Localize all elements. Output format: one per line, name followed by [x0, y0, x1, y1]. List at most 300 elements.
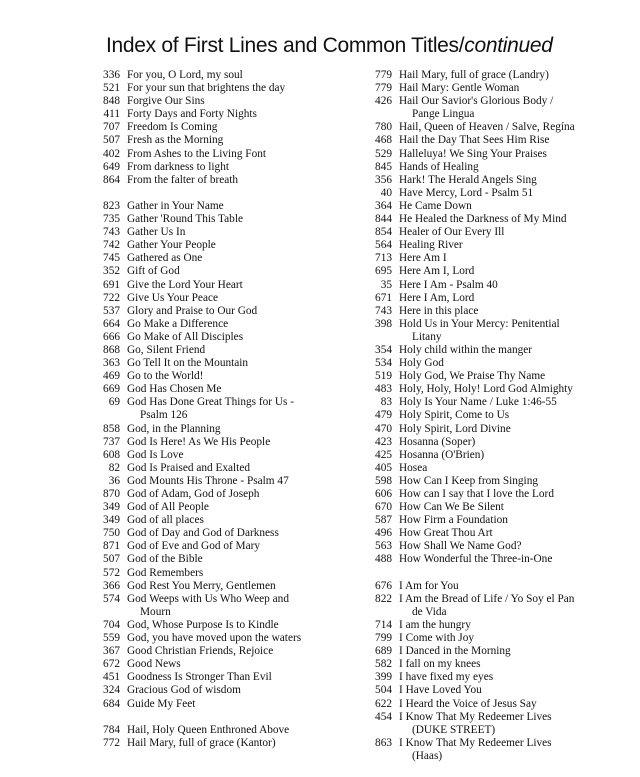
index-entry [368, 436, 618, 449]
index-entry [368, 711, 618, 724]
hymn-title: From darkness to light [127, 160, 229, 173]
index-entry [96, 488, 346, 501]
hymn-title: God of the Bible [127, 553, 203, 566]
hymn-number: 670 [375, 501, 392, 514]
hymn-title: I Know That My Redeemer Lives [399, 710, 552, 723]
hymn-title: Holy child within the manger [399, 343, 533, 356]
hymn-title: Hail Mary, full of grace (Landry) [399, 69, 549, 81]
index-entry [96, 279, 346, 292]
hymn-number: 405 [375, 461, 392, 474]
index-entry [368, 121, 618, 134]
hymn-title: Guide My Feet [127, 697, 196, 710]
hymn-title: How Can We Be Silent [399, 501, 504, 514]
index-entry [368, 698, 618, 711]
hymn-number: 507 [103, 134, 120, 147]
index-entry [368, 658, 618, 671]
hymn-number: 451 [103, 671, 120, 684]
hymn-number: 559 [103, 632, 120, 645]
hymn-number: 352 [103, 265, 120, 278]
hymn-number: 676 [375, 579, 392, 592]
hymn-number: 504 [375, 684, 392, 697]
hymn-number: 871 [103, 540, 120, 553]
hymn-title: From the falter of breath [127, 173, 239, 186]
hymn-number: 864 [103, 173, 120, 186]
hymn-title: Healing River [399, 239, 463, 252]
index-entry [368, 619, 618, 632]
index-entry [96, 462, 346, 475]
hymn-title: Here I Am, Lord [399, 291, 475, 304]
hymn-number: 411 [103, 108, 120, 121]
index-entry [368, 279, 618, 292]
hymn-title: God Has Chosen Me [127, 383, 222, 396]
hymn-number: 779 [375, 82, 392, 95]
hymn-title: Gather 'Round This Table [127, 213, 243, 226]
hymn-number: 483 [375, 383, 392, 396]
index-entry [368, 305, 618, 318]
hymn-title: Here Am I [399, 252, 447, 265]
index-entry [368, 213, 618, 226]
index-entry [96, 514, 346, 527]
index-entry [96, 148, 346, 161]
index-entry [368, 226, 618, 239]
hymn-number: 784 [103, 723, 120, 736]
index-entry [368, 396, 618, 409]
hymn-number: 672 [103, 658, 120, 671]
hymn-number: 572 [103, 566, 120, 579]
hymn-title: How Wonderful the Three-in-One [399, 553, 553, 566]
hymn-title: I Danced in the Morning [399, 645, 511, 658]
hymn-number: 363 [103, 357, 120, 370]
index-entry [368, 527, 618, 540]
index-entry [96, 619, 346, 632]
index-entry [96, 239, 346, 252]
hymn-number: 537 [103, 304, 120, 317]
hymn-title: God of all places [127, 514, 204, 527]
index-entry [96, 567, 346, 580]
hymn-title-continuation: Litany [412, 330, 442, 343]
hymn-title: Forty Days and Forty Nights [127, 108, 257, 121]
hymn-number: 743 [103, 226, 120, 239]
index-entry [368, 671, 618, 684]
hymn-title-continuation: Psalm 126 [140, 409, 188, 422]
index-entry [368, 252, 618, 265]
hymn-title: I Know That My Redeemer Lives [399, 736, 552, 749]
index-entry [368, 553, 618, 566]
hymn-number: 479 [375, 409, 392, 422]
index-entry [96, 108, 346, 121]
hymn-number: 399 [375, 671, 392, 684]
index-entry [96, 121, 346, 134]
hymn-title: God of Adam, God of Joseph [127, 488, 260, 500]
hymn-number: 36 [108, 474, 120, 487]
hymn-number: 521 [103, 82, 120, 95]
hymn-title: Hail, Queen of Heaven / Salve, Regína [399, 121, 575, 134]
hymn-number: 745 [103, 252, 120, 265]
hymn-title: Forgive Our Sins [127, 95, 205, 108]
index-entry [96, 527, 346, 540]
index-entry [368, 462, 618, 475]
hymn-title: Holy God, We Praise Thy Name [399, 370, 546, 383]
hymn-title: Goodness Is Stronger Than Evil [127, 671, 272, 684]
index-entry [96, 684, 346, 697]
index-entry [96, 305, 346, 318]
index-entry [96, 200, 346, 213]
index-entry [368, 200, 618, 213]
hymn-number: 356 [375, 173, 392, 186]
hymn-number: 622 [375, 697, 392, 710]
hymn-number: 722 [103, 291, 120, 304]
section-gap [96, 187, 346, 200]
index-entry [96, 593, 346, 606]
index-entry [96, 265, 346, 278]
hymn-title: Go Make a Difference [127, 317, 229, 330]
hymn-title: God Mounts His Throne - Psalm 47 [127, 474, 289, 487]
section-gap [368, 567, 618, 580]
hymn-number: 564 [375, 239, 392, 252]
hymn-title: Have Mercy, Lord - Psalm 51 [399, 186, 534, 199]
hymn-number: 669 [103, 383, 120, 396]
hymn-title: I have fixed my eyes [399, 671, 494, 684]
hymn-number: 742 [103, 239, 120, 252]
index-entry [368, 540, 618, 553]
hymn-title: Good Christian Friends, Rejoice [127, 645, 274, 658]
hymn-number: 844 [375, 213, 392, 226]
hymn-title: He Came Down [399, 199, 472, 212]
index-entry [96, 292, 346, 305]
hymn-number: 845 [375, 160, 392, 173]
index-entry [368, 344, 618, 357]
index-entry [96, 540, 346, 553]
hymn-title: Hail Mary, full of grace (Kantor) [127, 736, 276, 749]
hymn-title: God Rest You Merry, Gentlemen [127, 579, 276, 592]
hymn-title: Here I Am - Psalm 40 [399, 278, 498, 291]
hymn-title: Here Am I, Lord [399, 265, 475, 278]
hymn-title: He Healed the Darkness of My Mind [399, 213, 567, 226]
hymn-title: Hark! The Herald Angels Sing [399, 173, 537, 186]
index-entry [96, 671, 346, 684]
hymn-title: Go, Silent Friend [127, 343, 206, 356]
hymn-title: Give Us Your Peace [127, 291, 218, 304]
hymn-title: God, Whose Purpose Is to Kindle [127, 618, 279, 631]
hymn-number: 772 [103, 736, 120, 749]
index-entry [96, 69, 346, 82]
index-entry [96, 553, 346, 566]
hymn-number: 737 [103, 435, 120, 448]
hymn-number: 664 [103, 317, 120, 330]
index-entry [96, 724, 346, 737]
hymn-number: 425 [375, 448, 392, 461]
index-entry [96, 501, 346, 514]
hymn-number: 507 [103, 553, 120, 566]
index-entry [96, 370, 346, 383]
hymn-title: Fresh as the Morning [127, 134, 224, 147]
hymn-title: For your sun that brightens the day [127, 82, 286, 95]
hymn-title: How Great Thou Art [399, 527, 493, 540]
hymn-title: Gather Us In [127, 226, 186, 239]
hymn-number: 870 [103, 488, 120, 500]
hymn-number: 519 [375, 370, 392, 383]
hymn-title: God of All People [127, 501, 209, 514]
hymn-title: Holy Spirit, Lord Divine [399, 422, 511, 435]
index-entry [96, 632, 346, 645]
hymn-number: 735 [103, 213, 120, 226]
index-entry [368, 239, 618, 252]
hymn-title: God, you have moved upon the waters [127, 632, 302, 645]
index-entry [368, 475, 618, 488]
index-entry [368, 69, 618, 82]
hymn-title: Holy Is Your Name / Luke 1:46-55 [399, 396, 557, 409]
hymn-number: 349 [103, 514, 120, 527]
index-entry [96, 95, 346, 108]
hymn-number: 587 [375, 514, 392, 527]
index-entry [368, 383, 618, 396]
index-entry [368, 501, 618, 514]
hymn-number: 780 [375, 121, 392, 134]
hymn-title: Hosanna (O'Brien) [399, 448, 485, 461]
hymn-title: Glory and Praise to Our God [127, 304, 258, 317]
hymn-number: 563 [375, 540, 392, 553]
hymn-title: Go Tell It on the Mountain [127, 357, 249, 370]
hymn-title: For you, O Lord, my soul [127, 69, 243, 81]
index-entry [368, 318, 618, 331]
hymn-title: Halleluya! We Sing Your Praises [399, 147, 547, 160]
hymn-number: 574 [103, 592, 120, 605]
hymn-title: I Have Loved You [399, 684, 482, 697]
index-entry [368, 161, 618, 174]
hymn-title-continuation: (Haas) [412, 749, 443, 762]
hymn-title: Gracious God of wisdom [127, 684, 241, 697]
hymn-title: Holy God [399, 357, 444, 370]
hymn-number: 868 [103, 343, 120, 356]
hymn-title: God Remembers [127, 566, 204, 579]
hymn-number: 364 [375, 199, 392, 212]
hymn-number: 799 [375, 632, 392, 645]
index-entry [96, 449, 346, 462]
hymn-title: God Is Praised and Exalted [127, 461, 250, 474]
index-entry [368, 148, 618, 161]
hymn-title-continuation: Pange Lingua [412, 108, 475, 121]
index-entry [96, 658, 346, 671]
hymn-title: God Has Done Great Things for Us - [127, 396, 295, 409]
index-entry [368, 737, 618, 750]
index-entry [368, 580, 618, 593]
hymn-title-continuation: (DUKE STREET) [412, 723, 496, 736]
hymn-title: Hail Our Savior's Glorious Body / [399, 95, 554, 108]
hymn-title-continuation: Mourn [140, 605, 171, 618]
hymn-number: 689 [375, 645, 392, 658]
hymn-number: 496 [375, 527, 392, 540]
hymn-title: Hosea [399, 461, 428, 474]
hymn-number: 469 [103, 370, 120, 383]
hymn-title: Good News [127, 658, 181, 671]
hymn-number: 779 [375, 69, 392, 81]
hymn-number: 714 [375, 618, 392, 631]
right-index-column [368, 69, 618, 763]
hymn-title: God Is Here! As We His People [127, 435, 271, 448]
hymn-number: 750 [103, 527, 120, 540]
index-entry [96, 252, 346, 265]
index-entry [368, 514, 618, 527]
hymn-title: I Heard the Voice of Jesus Say [399, 697, 537, 710]
index-entry [368, 684, 618, 697]
hymn-title: Gather in Your Name [127, 199, 224, 212]
index-entry [368, 593, 618, 606]
hymn-number: 454 [375, 710, 392, 723]
index-entry [368, 292, 618, 305]
index-entry [368, 423, 618, 436]
index-entry [96, 645, 346, 658]
hymn-title: God Weeps with Us Who Weep and [127, 592, 289, 605]
index-entry [368, 187, 618, 200]
hymn-number: 666 [103, 330, 120, 343]
hymn-title: I Am for You [399, 579, 459, 592]
index-entry [368, 409, 618, 422]
hymn-number: 598 [375, 474, 392, 487]
index-entry [368, 265, 618, 278]
hymn-number: 529 [375, 147, 392, 160]
hymn-number: 468 [375, 134, 392, 147]
index-entry [368, 357, 618, 370]
page-title [106, 34, 553, 58]
hymn-title: How can I say that I love the Lord [399, 488, 554, 500]
index-entry [96, 82, 346, 95]
hymn-number: 354 [375, 343, 392, 356]
hymn-number: 608 [103, 448, 120, 461]
hymn-title: Hail Mary: Gentle Woman [399, 82, 520, 95]
index-entry [368, 449, 618, 462]
hymn-number: 822 [375, 592, 392, 605]
hymn-number: 83 [380, 396, 392, 409]
index-entry [96, 475, 346, 488]
hymn-number: 398 [375, 317, 392, 330]
index-entry [368, 174, 618, 187]
index-entry [96, 134, 346, 147]
hymn-title: From Ashes to the Living Font [127, 147, 267, 160]
index-entry [368, 488, 618, 501]
index-entry [96, 331, 346, 344]
index-entry [368, 95, 618, 108]
hymn-title: Hail the Day That Sees Him Rise [399, 134, 550, 147]
hymn-number: 582 [375, 658, 392, 671]
hymn-number: 671 [375, 291, 392, 304]
hymn-number: 649 [103, 160, 120, 173]
left-index-column [96, 69, 346, 750]
hymn-number: 691 [103, 278, 120, 291]
hymn-number: 713 [375, 252, 392, 265]
hymn-number: 863 [375, 736, 392, 749]
hymn-title: God of Day and God of Darkness [127, 527, 279, 540]
hymn-title: Go to the World! [127, 370, 204, 383]
hymn-number: 336 [103, 69, 120, 81]
hymn-number: 848 [103, 95, 120, 108]
hymn-title-continuation: de Vida [412, 605, 447, 618]
hymn-number: 402 [103, 147, 120, 160]
hymn-title: God of Eve and God of Mary [127, 540, 261, 553]
hymn-title: Gather Your People [127, 239, 216, 252]
hymn-title: Give the Lord Your Heart [127, 278, 243, 291]
index-entry [96, 213, 346, 226]
hymn-number: 349 [103, 501, 120, 514]
hymn-title: I Am the Bread of Life / Yo Soy el Pan [399, 592, 575, 605]
hymn-title: Holy, Holy, Holy! Lord God Almighty [399, 383, 573, 396]
index-entry [368, 632, 618, 645]
index-entry [368, 370, 618, 383]
index-entry [96, 580, 346, 593]
hymn-title: I Come with Joy [399, 632, 474, 645]
index-entry [96, 423, 346, 436]
index-entry [96, 383, 346, 396]
hymn-number: 534 [375, 357, 392, 370]
hymn-number: 704 [103, 618, 120, 631]
hymn-number: 69 [108, 396, 120, 409]
hymn-number: 324 [103, 684, 120, 697]
hymn-number: 40 [380, 186, 392, 199]
hymn-number: 854 [375, 226, 392, 239]
hymn-number: 743 [375, 304, 392, 317]
index-entry [96, 174, 346, 187]
hymn-title: Gathered as One [127, 252, 203, 265]
index-entry [96, 357, 346, 370]
index-entry [368, 134, 618, 147]
hymn-number: 82 [108, 461, 120, 474]
index-entry [96, 226, 346, 239]
hymn-title: How Shall We Name God? [399, 540, 522, 553]
index-entry [368, 645, 618, 658]
hymn-number: 366 [103, 579, 120, 592]
hymn-number: 684 [103, 697, 120, 710]
hymn-number: 695 [375, 265, 392, 278]
hymn-number: 35 [380, 278, 392, 291]
hymn-title: Gift of God [127, 265, 180, 278]
hymn-title: Hail, Holy Queen Enthroned Above [127, 723, 290, 736]
hymn-number: 423 [375, 435, 392, 448]
hymn-title: Go Make of All Disciples [127, 330, 244, 343]
index-entry [96, 436, 346, 449]
index-entry [96, 161, 346, 174]
hymn-title: Holy Spirit, Come to Us [399, 409, 510, 422]
title-main: Index of First Lines and Common Titles/ [106, 34, 465, 57]
hymn-title: I fall on my knees [399, 658, 481, 671]
hymn-title: How Can I Keep from Singing [399, 474, 538, 487]
title-suffix: continued [464, 34, 553, 57]
hymn-number: 707 [103, 121, 120, 134]
hymn-number: 606 [375, 488, 392, 500]
hymn-title: Here in this place [399, 304, 479, 317]
hymn-title: Hands of Healing [399, 160, 479, 173]
hymn-number: 426 [375, 95, 392, 108]
index-entry [96, 396, 346, 409]
hymn-number: 823 [103, 199, 120, 212]
index-entry [96, 318, 346, 331]
index-entry [96, 737, 346, 750]
section-gap [96, 711, 346, 724]
hymn-number: 488 [375, 553, 392, 566]
hymn-number: 367 [103, 645, 120, 658]
hymn-title: Hosanna (Soper) [399, 435, 476, 448]
hymn-title: Healer of Our Every Ill [399, 226, 505, 239]
hymn-title: Hold Us in Your Mercy: Penitential [399, 317, 560, 330]
index-entry [96, 698, 346, 711]
index-entry [368, 82, 618, 95]
hymn-number: 470 [375, 422, 392, 435]
hymn-title: I am the hungry [399, 618, 471, 631]
hymn-number: 858 [103, 422, 120, 435]
index-entry [96, 344, 346, 357]
hymn-title: God Is Love [127, 448, 184, 461]
hymn-title: How Firm a Foundation [399, 514, 508, 527]
hymn-title: Freedom Is Coming [127, 121, 218, 134]
hymn-title: God, in the Planning [127, 422, 221, 435]
